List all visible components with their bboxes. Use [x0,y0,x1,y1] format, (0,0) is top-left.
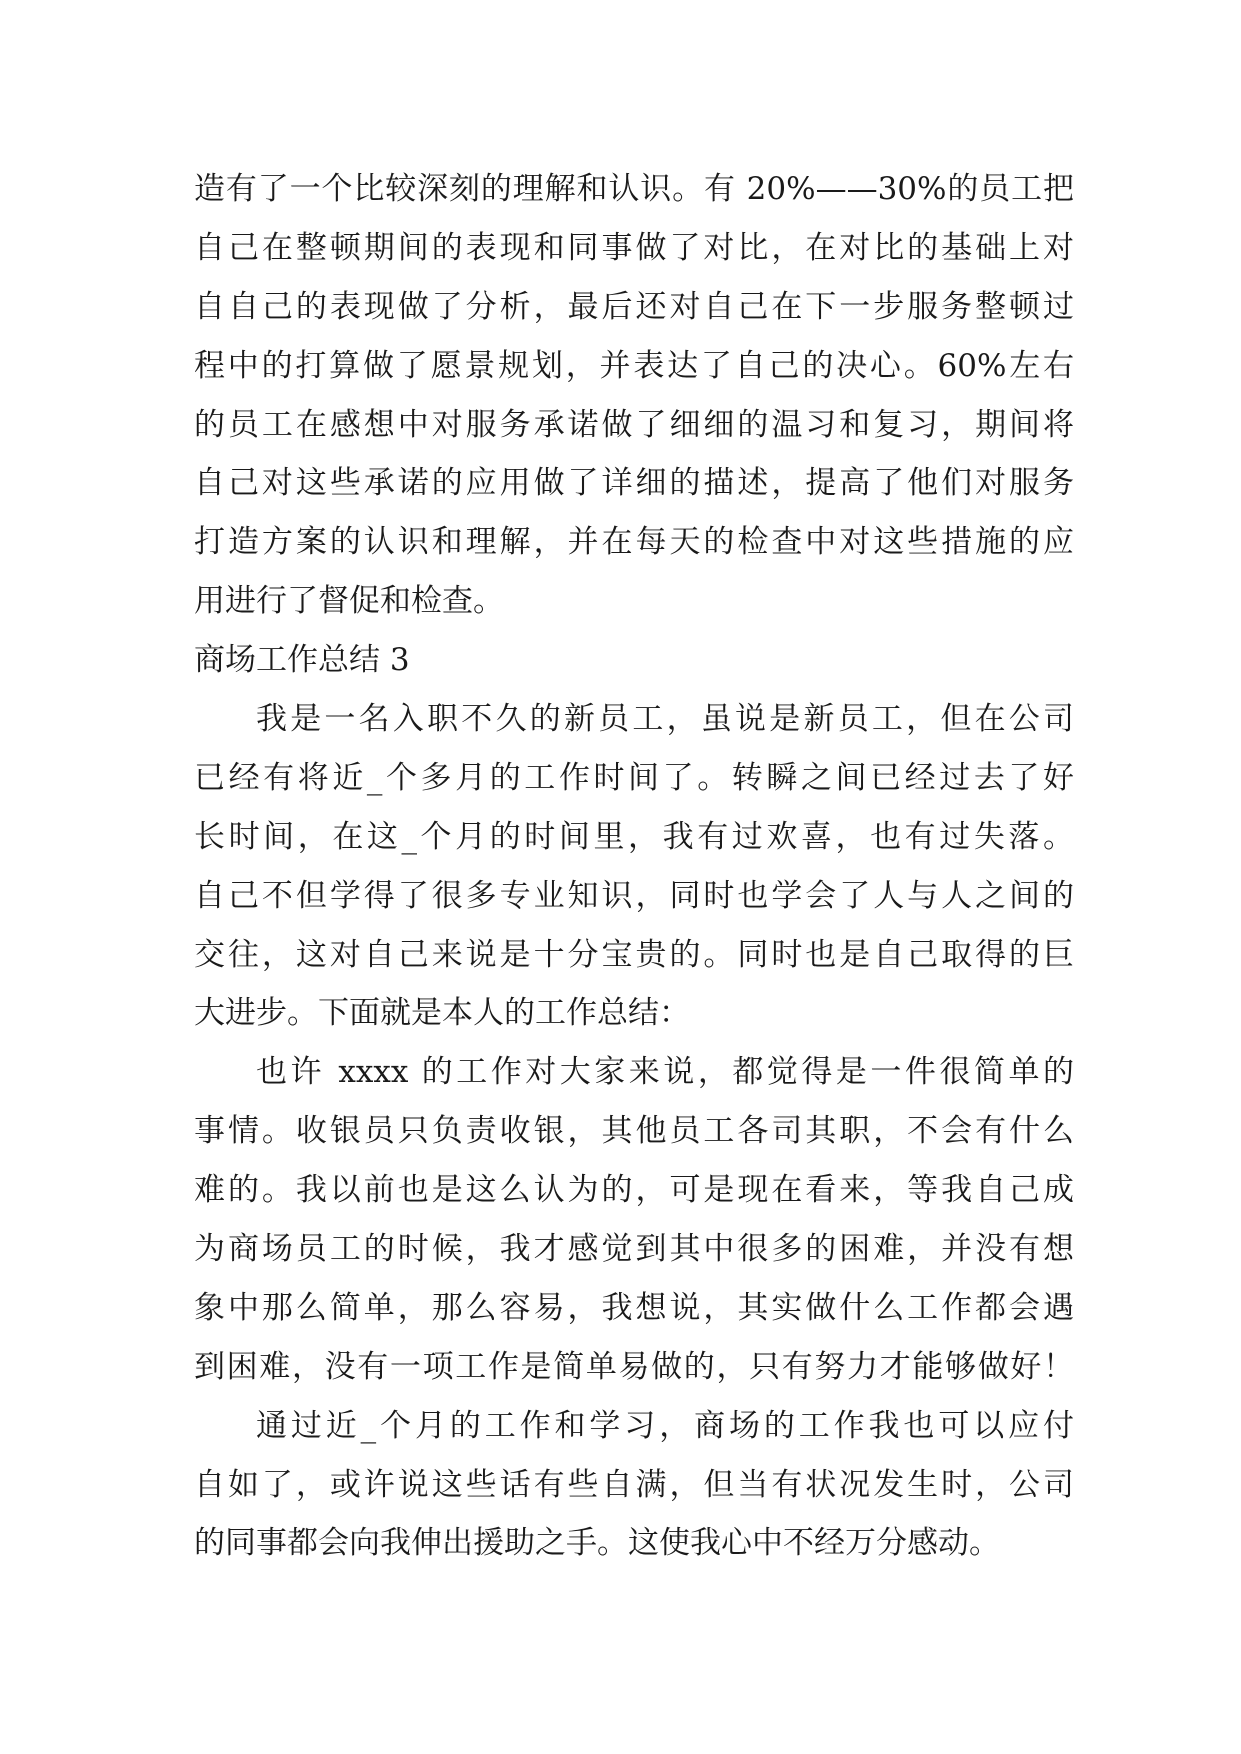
text-line: 事情。收银员只负责收银，其他员工各司其职，不会有什么 [194,1113,1074,1150]
text-line: 自己在整顿期间的表现和同事做了对比，在对比的基础上对 [194,229,1074,266]
text-line: 到困难，没有一项工作是简单易做的，只有努力才能够做好！ [194,1348,1074,1385]
section-heading: 商场工作总结 3 [194,642,410,679]
text-line: 象中那么简单，那么容易，我想说，其实做什么工作都会遇 [194,1289,1074,1326]
text-line: 我是一名入职不久的新员工，虽说是新员工，但在公司 [256,701,1074,738]
text-line: 用进行了督促和检查。 [194,583,504,620]
text-line: 大进步。下面就是本人的工作总结： [194,995,690,1032]
text-line: 已经有将近_个多月的工作时间了。转瞬之间已经过去了好 [194,759,1074,796]
text-line: 交往，这对自己来说是十分宝贵的。同时也是自己取得的巨 [194,936,1074,973]
text-line: 难的。我以前也是这么认为的，可是现在看来，等我自己成 [194,1172,1074,1209]
text-line: 通过近_个月的工作和学习，商场的工作我也可以应付 [256,1407,1074,1444]
text-line: 也许 xxxx 的工作对大家来说，都觉得是一件很简单的 [256,1054,1074,1091]
text-line: 为商场员工的时候，我才感觉到其中很多的困难，并没有想 [194,1231,1074,1268]
document-body [194,160,1074,1573]
text-line: 的员工在感想中对服务承诺做了细细的温习和复习，期间将 [194,406,1074,443]
text-line: 造有了一个比较深刻的理解和认识。有 20%——30%的员工把 [194,171,1074,207]
text-line: 自如了，或许说这些话有些自满，但当有状况发生时，公司 [194,1466,1074,1503]
text-line: 打造方案的认识和理解，并在每天的检查中对这些措施的应 [194,524,1074,561]
text-line: 长时间，在这_个月的时间里，我有过欢喜，也有过失落。 [194,818,1074,855]
text-line: 自己对这些承诺的应用做了详细的描述，提高了他们对服务 [194,465,1074,502]
text-line: 自己不但学得了很多专业知识，同时也学会了人与人之间的 [194,877,1074,914]
text-line: 自自己的表现做了分析，最后还对自己在下一步服务整顿过 [194,288,1074,325]
text-line: 的同事都会向我伸出援助之手。这使我心中不经万分感动。 [194,1525,1000,1562]
text-line: 程中的打算做了愿景规划，并表达了自己的决心。60%左右 [194,347,1074,384]
